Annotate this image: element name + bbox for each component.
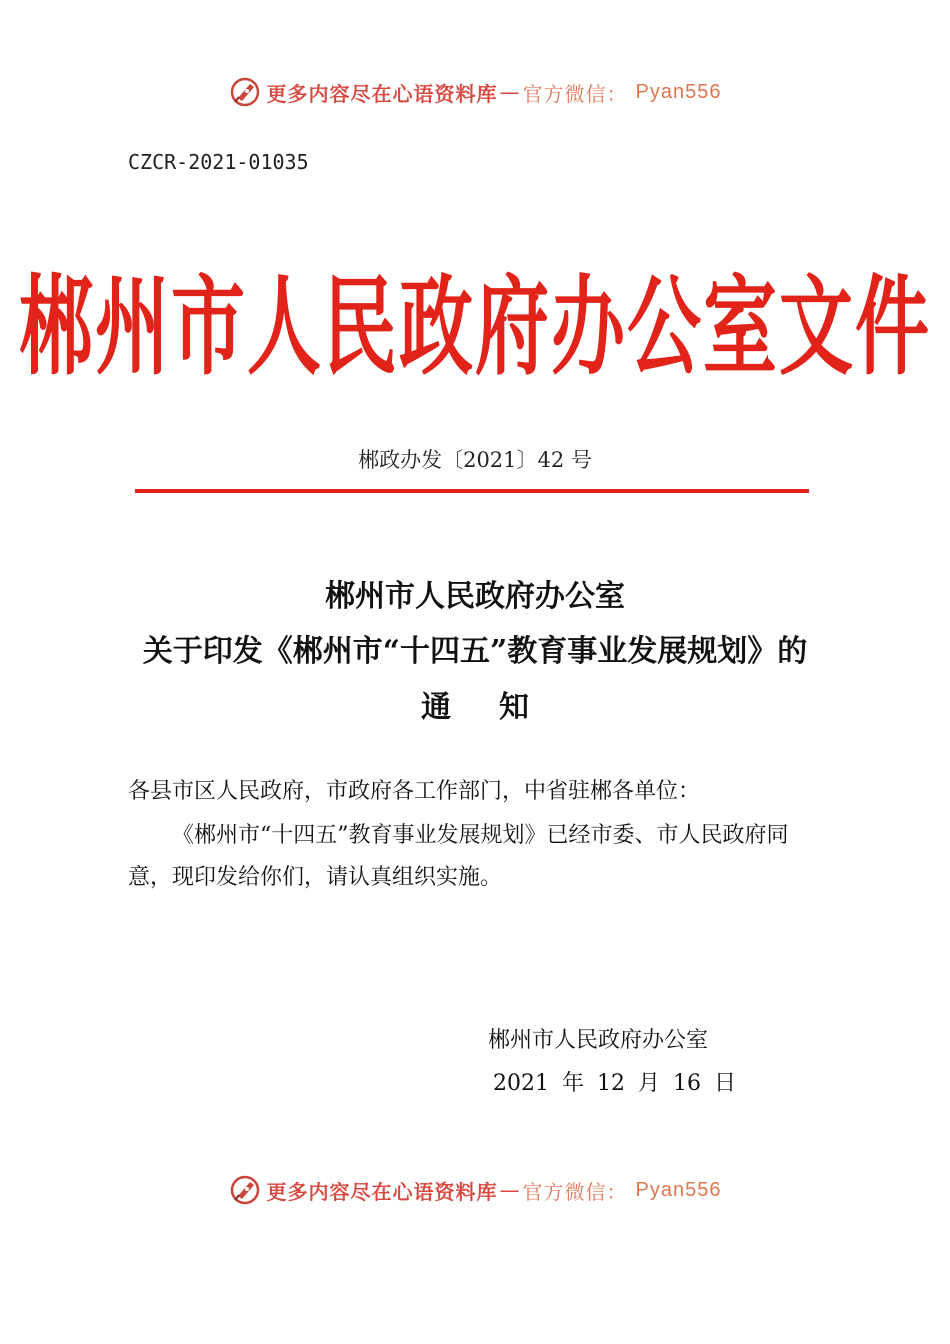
document-code: CZCR-2021-01035 bbox=[128, 150, 309, 174]
watermark-wechat-id: Pyan556 bbox=[635, 1178, 722, 1201]
watermark-bottom bbox=[0, 1174, 950, 1206]
watermark-main-text: 更多内容尽在心语资料库 bbox=[266, 81, 498, 106]
watermark-dash: — bbox=[499, 1178, 521, 1202]
watermark-dash: — bbox=[499, 80, 521, 104]
pen-nib-logo-icon bbox=[229, 1174, 261, 1206]
red-divider-rule bbox=[135, 489, 809, 493]
watermark-main-text: 更多内容尽在心语资料库 bbox=[266, 1179, 498, 1204]
document-title-line-2: 关于印发《郴州市“十四五”教育事业发展规划》的 bbox=[142, 634, 808, 669]
watermark-wechat-label: 官方微信： bbox=[522, 81, 628, 106]
watermark-top bbox=[0, 76, 950, 108]
signature-organization: 郴州市人民政府办公室 bbox=[488, 1028, 709, 1053]
document-title-line-3: 通知 bbox=[421, 690, 577, 725]
signature-date: 2021 年 12 月 16 日 bbox=[493, 1071, 736, 1096]
addressees: 各县市区人民政府，市政府各工作部门，中省驻郴各单位： bbox=[128, 779, 701, 804]
red-header-title: 郴州市人民政府办公室文件 bbox=[19, 265, 931, 390]
watermark-wechat-id: Pyan556 bbox=[635, 80, 722, 103]
body-paragraph: 《郴州市“十四五”教育事业发展规划》已经市委、市人民政府同意，现印发给你们，请认真组织实施。 bbox=[128, 823, 789, 890]
document-title-line-1: 郴州市人民政府办公室 bbox=[325, 579, 625, 614]
watermark-wechat-label: 官方微信： bbox=[522, 1179, 628, 1204]
pen-nib-logo-icon bbox=[229, 76, 261, 108]
issue-number: 郴政办发〔2021〕42 号 bbox=[358, 448, 592, 472]
